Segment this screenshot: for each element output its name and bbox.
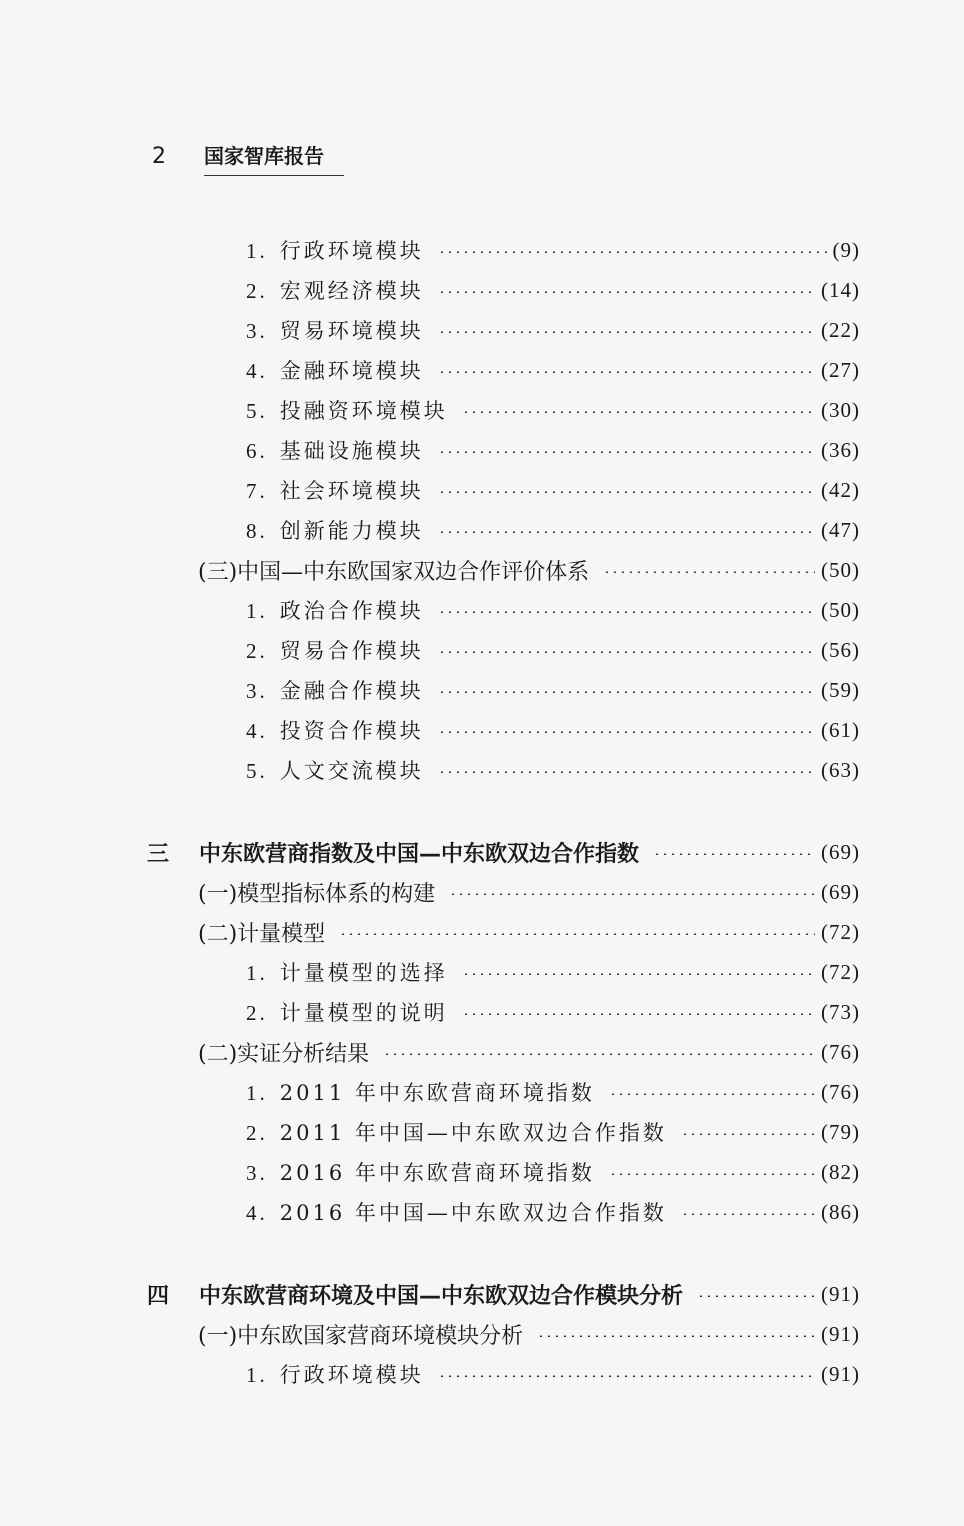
toc-entry[interactable] [0, 550, 964, 590]
toc-entry[interactable] [0, 670, 964, 710]
dot-leader [438, 451, 815, 453]
running-title: 国家智库报告 [204, 140, 344, 176]
toc-entry-title: 行政环境模块 [279, 1363, 424, 1387]
dot-leader [653, 853, 815, 855]
toc-entry-label [246, 957, 448, 987]
toc-entry-page: (27) [821, 357, 860, 382]
toc-entry-page: (72) [821, 959, 860, 984]
toc-entry-number: 7. [246, 479, 268, 503]
toc-entry[interactable] [0, 350, 964, 390]
toc-entry-label [246, 355, 424, 385]
toc-entry[interactable] [0, 230, 964, 270]
toc-entry-label [147, 1279, 683, 1310]
toc-entry-page: (73) [821, 999, 860, 1024]
toc-entry-title: 计量模型的说明 [279, 1001, 448, 1025]
dot-leader [438, 371, 815, 373]
toc-entry-title: 2011 年中东欧营商环境指数 [279, 1081, 595, 1105]
toc-entry[interactable] [0, 390, 964, 430]
dot-leader [462, 1013, 815, 1015]
toc-entry-page: (14) [821, 277, 860, 302]
toc-entry-number: (二) [198, 1041, 238, 1067]
toc-entry-title: 中东欧营商环境及中国—中东欧双边合作模块分析 [199, 1283, 684, 1309]
toc-entry-page: (69) [821, 879, 860, 904]
toc-entry-number: 1. [246, 1081, 268, 1105]
toc-entry[interactable] [0, 1354, 964, 1394]
toc-entry-number: 1. [246, 599, 268, 623]
dot-leader [438, 491, 815, 493]
toc-entry-title: 计量模型 [237, 921, 326, 947]
toc-entry-number: 2. [246, 1001, 268, 1025]
toc-entry-number: (二) [198, 921, 238, 947]
toc-entry[interactable] [0, 992, 964, 1032]
dot-leader [681, 1213, 815, 1215]
toc-entry-label [246, 595, 424, 625]
toc-entry-number: 5. [246, 759, 268, 783]
toc-entry-title: 基础设施模块 [279, 439, 424, 463]
dot-leader [609, 1093, 815, 1095]
toc-entry-number: 2. [246, 279, 268, 303]
toc-entry-page: (47) [821, 517, 860, 542]
toc-entry-number: 三 [147, 841, 170, 867]
toc-entry-label [198, 1319, 523, 1350]
toc-entry-number: (三) [198, 559, 238, 585]
toc-entry-title: 2011 年中国—中东欧双边合作指数 [279, 1121, 667, 1145]
toc-entry-page: (72) [821, 919, 860, 944]
toc-entry-label [246, 755, 424, 785]
dot-leader [438, 691, 815, 693]
toc-entry-page: (9) [832, 237, 860, 262]
toc-entry-page: (59) [821, 677, 860, 702]
dot-leader [339, 933, 815, 935]
toc-entry-number: 4. [246, 719, 268, 743]
dot-leader [681, 1133, 815, 1135]
toc-entry-number: 4. [246, 359, 268, 383]
toc-entry-page: (56) [821, 637, 860, 662]
toc-entry[interactable] [0, 1152, 964, 1192]
toc-entry[interactable] [0, 1274, 964, 1314]
page-number: 2 [152, 144, 166, 169]
dot-leader [438, 291, 815, 293]
toc-entry-number: 1. [246, 961, 268, 985]
toc-entry-page: (76) [821, 1079, 860, 1104]
toc-entry-page: (91) [821, 1281, 860, 1306]
dot-leader [609, 1173, 815, 1175]
toc-entry-title: 贸易合作模块 [279, 639, 424, 663]
toc-entry-label [198, 555, 589, 586]
toc-entry-label [246, 395, 448, 425]
toc-entry-page: (91) [821, 1321, 860, 1346]
toc-entry-label [246, 1117, 667, 1147]
toc-entry-number: 1. [246, 239, 268, 263]
toc-entry[interactable] [0, 710, 964, 750]
toc-entry-number: 2. [246, 1121, 268, 1145]
toc-entry-page: (86) [821, 1199, 860, 1224]
toc-entry-number: 4. [246, 1201, 268, 1225]
toc-entry-title: 金融合作模块 [279, 679, 424, 703]
toc-entry-page: (69) [821, 839, 860, 864]
toc-entry-number: (一) [198, 881, 238, 907]
dot-leader [383, 1053, 815, 1055]
dot-leader [438, 771, 815, 773]
toc-entry[interactable] [0, 952, 964, 992]
toc-entry-page: (30) [821, 397, 860, 422]
dot-leader [462, 973, 815, 975]
toc-entry[interactable] [0, 470, 964, 510]
toc-entry-label [246, 635, 424, 665]
toc-entry-page: (61) [821, 717, 860, 742]
toc-entry[interactable] [0, 832, 964, 872]
toc-entry-page: (22) [821, 317, 860, 342]
toc-entry-label [246, 475, 424, 505]
toc-entry[interactable] [0, 1032, 964, 1072]
toc-entry-number: 3. [246, 1161, 268, 1185]
toc-entry[interactable] [0, 1072, 964, 1112]
dot-leader [697, 1295, 815, 1297]
toc-entry-title: 中国—中东欧国家双边合作评价体系 [237, 559, 590, 585]
toc-entry[interactable] [0, 1112, 964, 1152]
toc-entry-label [198, 877, 435, 908]
toc-entry-label [246, 675, 424, 705]
toc-entry-title: 中东欧国家营商环境模块分析 [237, 1323, 524, 1349]
dot-leader [438, 331, 815, 333]
dot-leader [438, 1375, 815, 1377]
toc-entry[interactable] [0, 1314, 964, 1354]
toc-entry-title: 行政环境模块 [279, 239, 424, 263]
toc-entry-label [246, 1157, 595, 1187]
toc-entry-title: 金融环境模块 [279, 359, 424, 383]
toc-entry-number: 3. [246, 679, 268, 703]
toc-entry-label [246, 1197, 667, 1227]
toc-entry-title: 政治合作模块 [279, 599, 424, 623]
toc-entry-page: (50) [821, 597, 860, 622]
running-header [152, 140, 344, 176]
dot-leader [438, 611, 815, 613]
toc-entry-page: (50) [821, 557, 860, 582]
toc-entry-number: 6. [246, 439, 268, 463]
toc-entry-title: 模型指标体系的构建 [237, 881, 436, 907]
toc-entry-title: 贸易环境模块 [279, 319, 424, 343]
toc-entry[interactable] [0, 430, 964, 470]
toc-entry-title: 创新能力模块 [279, 519, 424, 543]
toc-entry-title: 2016 年中东欧营商环境指数 [279, 1161, 595, 1185]
toc-entry-page: (82) [821, 1159, 860, 1184]
toc-entry-title: 计量模型的选择 [279, 961, 448, 985]
toc-entry-title: 实证分析结果 [237, 1041, 370, 1067]
toc-entry-title: 投融资环境模块 [279, 399, 448, 423]
toc-entry-label [246, 315, 424, 345]
toc-entry-label [246, 275, 424, 305]
toc-entry-label [246, 1077, 595, 1107]
toc-entry-page: (91) [821, 1361, 860, 1386]
toc-entry-page: (79) [821, 1119, 860, 1144]
toc-entry-page: (63) [821, 757, 860, 782]
toc-entry-title: 人文交流模块 [279, 759, 424, 783]
dot-leader [603, 571, 815, 573]
toc-entry-label [246, 1359, 424, 1389]
toc-entry-number: 3. [246, 319, 268, 343]
toc-entry-label [246, 435, 424, 465]
toc-entry-title: 中东欧营商指数及中国—中东欧双边合作指数 [199, 841, 640, 867]
toc-entry-number: 2. [246, 639, 268, 663]
dot-leader [449, 893, 815, 895]
dot-leader [438, 531, 815, 533]
toc-entry-label [246, 997, 448, 1027]
toc-entry-title: 宏观经济模块 [279, 279, 424, 303]
toc-entry-label [246, 235, 424, 265]
toc-entry-number: 8. [246, 519, 268, 543]
toc-entry[interactable] [0, 1192, 964, 1232]
toc-entry[interactable] [0, 590, 964, 630]
toc-entry-label [246, 515, 424, 545]
toc-entry[interactable] [0, 270, 964, 310]
toc-entry-label [198, 1037, 369, 1068]
dot-leader [438, 731, 815, 733]
toc-entry-title: 2016 年中国—中东欧双边合作指数 [279, 1201, 667, 1225]
toc-entry[interactable] [0, 750, 964, 790]
dot-leader [462, 411, 815, 413]
toc-entry[interactable] [0, 872, 964, 912]
dot-leader [537, 1335, 815, 1337]
toc-entry-label [147, 837, 639, 868]
toc-entry-page: (42) [821, 477, 860, 502]
toc-entry-page: (36) [821, 437, 860, 462]
toc-entry-title: 投资合作模块 [279, 719, 424, 743]
toc-entry-label [246, 715, 424, 745]
dot-leader [438, 651, 815, 653]
toc-entry-number: 5. [246, 399, 268, 423]
toc-entry[interactable] [0, 310, 964, 350]
toc-entry[interactable] [0, 630, 964, 670]
toc-entry-number: 1. [246, 1363, 268, 1387]
toc-entry[interactable] [0, 510, 964, 550]
toc-entry-title: 社会环境模块 [279, 479, 424, 503]
dot-leader [438, 251, 827, 253]
toc-entry-number: 四 [147, 1283, 170, 1309]
toc-entry-label [198, 917, 325, 948]
toc-entry[interactable] [0, 912, 964, 952]
toc-entry-number: (一) [198, 1323, 238, 1349]
toc-entry-page: (76) [821, 1039, 860, 1064]
